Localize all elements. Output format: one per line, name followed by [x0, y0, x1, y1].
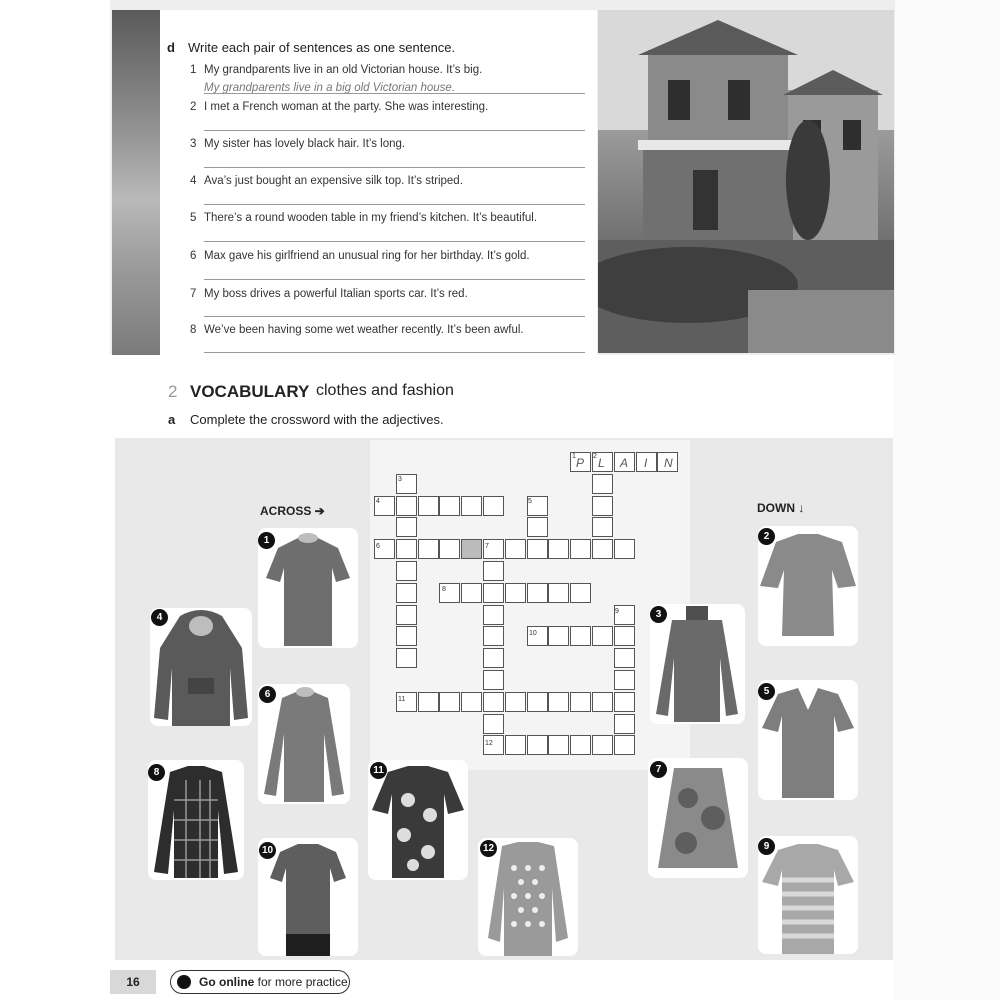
crossword-cell[interactable] — [439, 539, 460, 559]
crossword-cell[interactable] — [614, 648, 635, 668]
answer-letter: N — [664, 456, 673, 470]
crossword-cell[interactable] — [592, 539, 613, 559]
crossword-cell[interactable] — [592, 626, 613, 646]
clue-number: 6 — [376, 543, 380, 550]
crossword-cell[interactable] — [483, 714, 504, 734]
crossword-cell[interactable] — [505, 583, 526, 603]
page-number: 16 — [110, 970, 156, 994]
picture-polo-neck-sweater — [650, 604, 745, 724]
victorian-house-photo — [598, 10, 894, 353]
picture-number-badge: 10 — [259, 842, 276, 859]
clue-number: 1 — [572, 453, 576, 460]
sentence-item: 1 My grandparents live in an old Victorian house. It’s big. — [190, 64, 483, 76]
crossword-cell[interactable] — [548, 626, 569, 646]
answer-letter: P — [576, 456, 585, 470]
crossword-cell[interactable] — [614, 692, 635, 712]
sentence-item: 8 We’ve been having some wet weather recently. It’s been awful. — [190, 324, 524, 336]
clue-number: 12 — [485, 740, 493, 747]
exercise-letter: d — [167, 40, 175, 55]
go-online-link[interactable] — [170, 970, 350, 994]
crossword-cell[interactable] — [483, 561, 504, 581]
clue-number: 9 — [615, 608, 619, 615]
garden-photo-strip — [112, 10, 160, 355]
crossword-cell[interactable] — [396, 517, 417, 537]
picture-number-badge: 12 — [480, 840, 497, 857]
answer-line[interactable] — [204, 352, 585, 353]
clue-number: 11 — [398, 696, 406, 703]
crossword-cell[interactable] — [527, 583, 548, 603]
section-number: 2 — [168, 382, 178, 401]
crossword-cell[interactable] — [570, 583, 591, 603]
picture-number-badge: 8 — [148, 764, 165, 781]
picture-number-badge: 4 — [151, 609, 168, 626]
picture-flowery-shirt — [368, 760, 468, 880]
crossword-cell[interactable] — [570, 626, 591, 646]
crossword-cell[interactable] — [570, 735, 591, 755]
answer-line[interactable] — [204, 241, 585, 242]
cursor-icon — [177, 975, 191, 989]
sentence-item: 2 I met a French woman at the party. She was interesting. — [190, 101, 489, 113]
picture-number-badge: 7 — [650, 761, 667, 778]
crossword-cell[interactable] — [614, 626, 635, 646]
subexercise-instruction: Complete the crossword with the adjectives. — [190, 412, 444, 427]
subexercise-letter: a — [168, 412, 176, 427]
crossword-cell[interactable] — [396, 626, 417, 646]
crossword-cell[interactable] — [396, 648, 417, 668]
crossword-cell[interactable] — [592, 692, 613, 712]
section-subtitle: clothes and fashion — [316, 382, 454, 399]
crossword-cell[interactable] — [461, 692, 482, 712]
sentence-item: 7 My boss drives a powerful Italian sports car. It’s red. — [190, 288, 468, 300]
scan-margin — [893, 0, 1000, 1000]
sentence-item: 4 Ava’s just bought an expensive silk top. It’s striped. — [190, 175, 463, 187]
crossword-cell[interactable] — [461, 496, 482, 516]
go-online-bold: Go online — [199, 975, 255, 989]
crossword-cell[interactable] — [592, 735, 613, 755]
answer-line[interactable] — [204, 167, 585, 168]
crossword-cell[interactable] — [548, 583, 569, 603]
crossword-cell[interactable] — [548, 692, 569, 712]
picture-long-sleeved-top — [258, 684, 350, 804]
crossword-cell[interactable] — [527, 692, 548, 712]
crossword-cell[interactable] — [483, 626, 504, 646]
picture-loose-top — [758, 526, 858, 646]
crossword-cell[interactable] — [461, 539, 482, 559]
picture-plain-tshirt — [258, 528, 358, 648]
crossword-cell[interactable] — [483, 670, 504, 690]
picture-number-badge: 11 — [370, 762, 387, 779]
crossword-cell[interactable] — [505, 692, 526, 712]
crossword-cell[interactable] — [614, 714, 635, 734]
crossword-cell[interactable] — [396, 605, 417, 625]
crossword-cell[interactable] — [548, 539, 569, 559]
crossword-cell[interactable] — [570, 692, 591, 712]
section-title: VOCABULARY — [190, 382, 310, 401]
answer-line[interactable] — [204, 93, 585, 94]
crossword-cell[interactable] — [527, 517, 548, 537]
crossword-cell[interactable] — [527, 539, 548, 559]
answer-letter: A — [620, 456, 629, 470]
picture-hooded-sweatshirt — [150, 608, 252, 726]
clue-number: 2 — [593, 453, 597, 460]
answer-line[interactable] — [204, 130, 585, 131]
crossword-cell[interactable] — [439, 692, 460, 712]
crossword-cell[interactable] — [396, 561, 417, 581]
crossword-cell[interactable] — [483, 605, 504, 625]
crossword-cell[interactable] — [396, 539, 417, 559]
answer-line[interactable] — [204, 279, 585, 280]
sentence-item: 6 Max gave his girlfriend an unusual ring for her birthday. It’s gold. — [190, 250, 530, 262]
crossword-cell[interactable] — [505, 539, 526, 559]
crossword-cell[interactable] — [418, 539, 439, 559]
crossword-cell[interactable] — [592, 474, 613, 494]
crossword-cell[interactable] — [614, 539, 635, 559]
answer-letter: I — [644, 456, 648, 470]
crossword-cell[interactable] — [439, 496, 460, 516]
clue-number: 7 — [485, 543, 489, 550]
example-answer: My grandparents live in a big old Victorian house. — [204, 82, 456, 94]
sentence-item: 5 There’s a round wooden table in my friend’s kitchen. It’s beautiful. — [190, 212, 538, 224]
clue-number: 4 — [376, 498, 380, 505]
picture-v-neck-tshirt — [758, 680, 858, 800]
crossword-cell[interactable] — [505, 735, 526, 755]
crossword-cell[interactable] — [614, 735, 635, 755]
picture-number-badge: 1 — [258, 532, 275, 549]
clue-number: 10 — [529, 630, 537, 637]
crossword-cell[interactable] — [461, 583, 482, 603]
answer-line[interactable] — [204, 316, 585, 317]
answer-letter: L — [598, 456, 605, 470]
down-label: DOWN ↓ — [757, 501, 805, 515]
clue-number: 8 — [442, 586, 446, 593]
answer-line[interactable] — [204, 204, 585, 205]
picture-number-badge: 6 — [259, 686, 276, 703]
crossword-cell[interactable] — [418, 496, 439, 516]
crossword-cell[interactable] — [418, 692, 439, 712]
crossword-cell[interactable] — [548, 735, 569, 755]
exercise-instruction: Write each pair of sentences as one sentence. — [188, 40, 456, 55]
go-online-rest: for more practice — [254, 975, 348, 989]
crossword-cell[interactable] — [483, 496, 504, 516]
crossword-cell[interactable] — [483, 692, 504, 712]
clue-number: 5 — [528, 498, 532, 505]
crossword-cell[interactable] — [483, 648, 504, 668]
crossword-cell[interactable] — [396, 496, 417, 516]
picture-number-badge: 3 — [650, 606, 667, 623]
sentence-item: 3 My sister has lovely black hair. It’s long. — [190, 138, 406, 150]
crossword-cell[interactable] — [592, 517, 613, 537]
picture-number-badge: 9 — [758, 838, 775, 855]
crossword-cell[interactable] — [483, 583, 504, 603]
crossword-cell[interactable] — [570, 539, 591, 559]
crossword-cell[interactable] — [592, 496, 613, 516]
crossword-cell[interactable] — [396, 583, 417, 603]
crossword-grid-area — [370, 440, 690, 770]
clue-number: 3 — [398, 476, 402, 483]
picture-number-badge: 2 — [758, 528, 775, 545]
across-label: ACROSS ➔ — [260, 504, 325, 518]
crossword-cell[interactable] — [527, 735, 548, 755]
picture-number-badge: 5 — [758, 683, 775, 700]
crossword-cell[interactable] — [614, 670, 635, 690]
picture-striped-tshirt — [758, 836, 858, 954]
